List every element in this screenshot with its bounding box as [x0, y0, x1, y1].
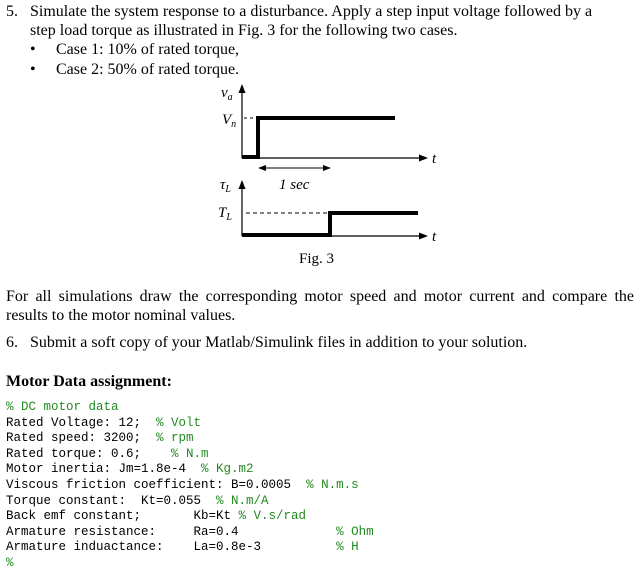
code-line-8: Back emf constant; Kb=Kt % V.s/rad — [6, 509, 307, 524]
voltage-step-signal — [242, 118, 395, 157]
vn-label: $V_n$ — [222, 112, 237, 130]
question-6-text: Submit a soft copy of your Matlab/Simulink files in addition to your solution. — [30, 334, 528, 351]
code-comment: % — [6, 556, 14, 570]
case-2-text: Case 2: 50% of rated torque. — [56, 61, 240, 78]
code-comment: % N.m.s — [306, 478, 359, 492]
interval-left-arrow-icon — [258, 165, 266, 171]
torque-x-arrow-icon — [419, 233, 428, 240]
voltage-y-arrow-icon — [239, 84, 246, 93]
case-2-item — [30, 61, 239, 79]
code-comment: % Volt — [156, 415, 202, 430]
bullet-icon: • — [30, 61, 36, 78]
question-5-number: 5. — [6, 3, 18, 20]
code-line-11 — [6, 556, 14, 572]
torque-plot — [218, 177, 437, 245]
tau-axis-label: $\tau_L$ — [220, 177, 231, 195]
case-1-item — [30, 41, 239, 59]
interval-marker — [258, 165, 331, 193]
code-line-2: Rated Voltage: 12; % Volt — [6, 415, 202, 430]
code-comment: % N.m — [171, 446, 209, 461]
code-comment: % Ohm — [336, 524, 374, 539]
question-6-number: 6. — [6, 334, 18, 351]
figure-caption: Fig. 3 — [299, 251, 335, 267]
interval-right-arrow-icon — [323, 165, 331, 171]
code-comment: % H — [336, 540, 359, 555]
code-line-10: Armature induactance: La=0.8e-3 % H — [6, 540, 359, 555]
instructions-paragraph: For all simulations draw the corresponding motor speed and motor current and compare the results to the motor nominal values. — [6, 288, 634, 324]
code-comment: % rpm — [156, 431, 194, 446]
case-1-text: Case 1: 10% of rated torque, — [56, 41, 240, 58]
question-5-text-line-1: Simulate the system response to a disturbance. Apply a step input voltage followed by a — [30, 3, 593, 20]
interval-label: 1 sec — [279, 177, 310, 193]
question-6 — [6, 334, 527, 352]
code-comment: % Kg.m2 — [201, 462, 254, 477]
code-comment: % V.s/rad — [238, 509, 307, 524]
tl-label: $T_L$ — [218, 205, 232, 223]
code-line-6: Viscous friction coefficient: B=0.0005 % N.m.s — [6, 478, 359, 492]
code-line-4: Rated torque: 0.6; % N.m — [6, 446, 209, 461]
code-line-3: Rated speed: 3200; % rpm — [6, 431, 194, 446]
voltage-t-label: t — [432, 151, 437, 167]
figure-3-diagram — [0, 78, 638, 273]
question-5-text-line-2: step load torque as illustrated in Fig. 3 for the following two cases. — [30, 22, 458, 39]
bullet-icon: • — [30, 41, 36, 58]
code-line-5: Motor inertia: Jm=1.8e-4 % Kg.m2 — [6, 462, 254, 477]
code-comment: % DC motor data — [6, 400, 119, 414]
code-line-9: Armature resistance: Ra=0.4 % Ohm — [6, 524, 374, 539]
code-line-1 — [6, 400, 119, 416]
torque-y-arrow-icon — [239, 180, 246, 189]
torque-t-label: t — [432, 229, 437, 245]
motor-data-heading: Motor Data assignment: — [6, 373, 172, 390]
voltage-x-arrow-icon — [419, 155, 428, 162]
code-line-7: Torque constant: Kt=0.055 % N.m/A — [6, 493, 269, 508]
voltage-plot — [221, 84, 437, 167]
torque-step-signal — [242, 213, 418, 235]
code-comment: % N.m/A — [216, 493, 269, 508]
va-axis-label: $v_a$ — [221, 85, 233, 103]
